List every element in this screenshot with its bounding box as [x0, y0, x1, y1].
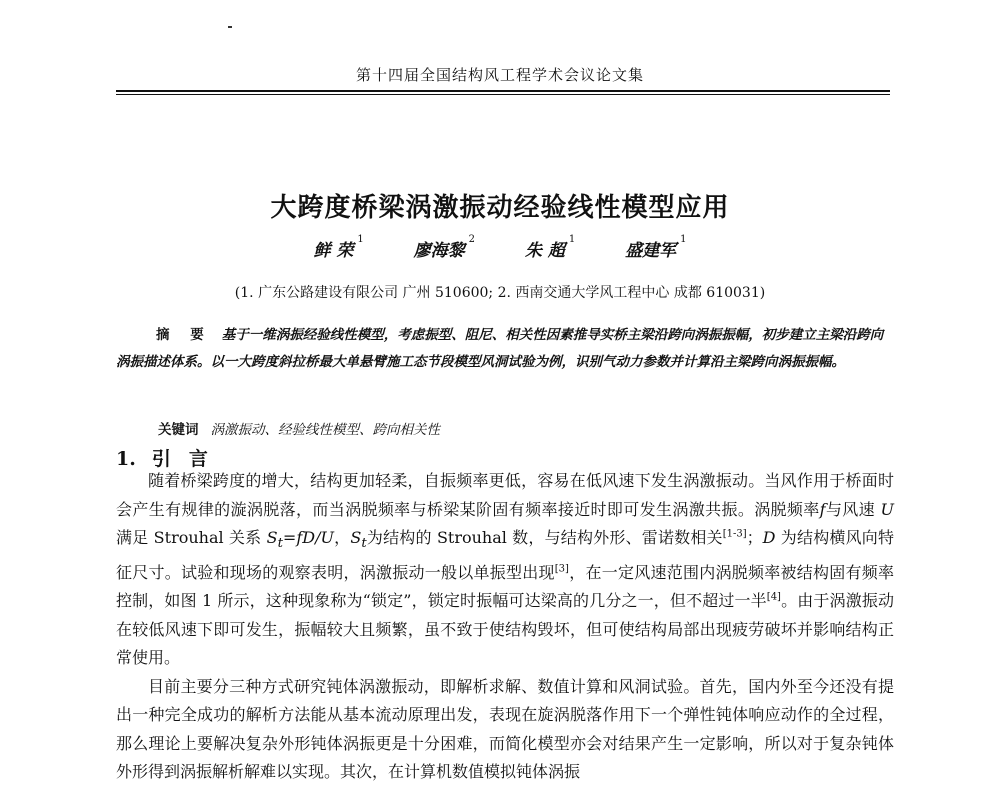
keywords	[158, 418, 440, 438]
keywords-text: 涡激振动、经验线性模型、跨向相关性	[210, 422, 440, 438]
keywords-label: 关键词	[158, 422, 199, 438]
scan-mark	[228, 26, 232, 28]
author: 朱 超$^1$	[524, 234, 576, 261]
citation: [3]	[554, 563, 569, 575]
paper-title: 大跨度桥梁涡激振动经验线性模型应用	[270, 193, 730, 223]
author: 廖海黎$^2$	[413, 234, 476, 261]
affiliation: (1. 广东公路建设有限公司 广州 510600; 2. 西南交通大学风工程中心 成都 610031)	[234, 285, 766, 301]
abstract	[116, 322, 890, 376]
author-list	[0, 236, 1000, 261]
abstract-label: 摘 要	[156, 327, 212, 343]
header-rule	[116, 90, 890, 92]
abstract-text: 基于一维涡振经验线性模型，考虑振型、阻尼、相关性因素推导实桥主梁沿跨向涡振振幅，初步建立主梁沿跨向涡振描述体系。以一大跨度斜拉桥最大单悬臂施工态节段模型风洞试验为例，识别气动力参数并计算沿主梁跨向涡振振幅。	[116, 327, 884, 370]
running-header: 第十四届全国结构风工程学术会议论文集	[355, 66, 644, 84]
author: 盛建军$^1$	[625, 234, 687, 261]
paragraph: 随着桥梁跨度的增大，结构更加轻柔，自振频率更低，容易在低风速下发生涡激振动。当风作用于桥面时会产生有规律的漩涡脱落，而当涡脱频率与桥梁某阶固有频率接近时即可发生涡激共振。涡脱频率f与风速 U 满足 Strouhal 关系 $S_t=fD/U$，$S_t$为结构的 Strouhal 数，与结构外形、雷诺数相关[1-3]；D 为结构横风向特征尺寸。试验和现场的观察表明，涡激振动一般以单振型出现[3]，在一定风速范围内涡脱频率被结构固有频率控制，如图 1 所示，这种现象称为“锁定”，锁定时振幅可达梁高的几分之一，但不超过一半[4]。由于涡激振动在较低风速下即可发生，振幅较大且频繁，虽不致于使结构毁坏，但可使结构局部出现疲劳破坏并影响结构正常使用。	[116, 471, 894, 668]
citation: [4]	[766, 591, 781, 603]
header-rule-thin	[116, 94, 890, 95]
body-text	[116, 467, 894, 787]
author: 鲜 荣$^1$	[313, 234, 364, 261]
section-title: 引言	[151, 448, 226, 470]
paragraph: 目前主要分三种方式研究钝体涡激振动，即解析求解、数值计算和风洞试验。首先，国内外至今还没有提出一种完全成功的解析方法能从基本流动原理出发，表现在旋涡脱落作用下一个弹性钝体响应动作的全过程，那么理论上要解决复杂外形钝体涡振更是十分困难，而简化模型亦会对结果产生一定影响，所以对于复杂钝体外形得到涡振解析解难以实现。其次，在计算机数值模拟钝体涡振	[116, 676, 894, 782]
citation: [1-3]	[722, 528, 747, 540]
strouhal-formula: $S_t=fD/U$	[266, 528, 334, 552]
section-number: 1.	[116, 448, 136, 470]
